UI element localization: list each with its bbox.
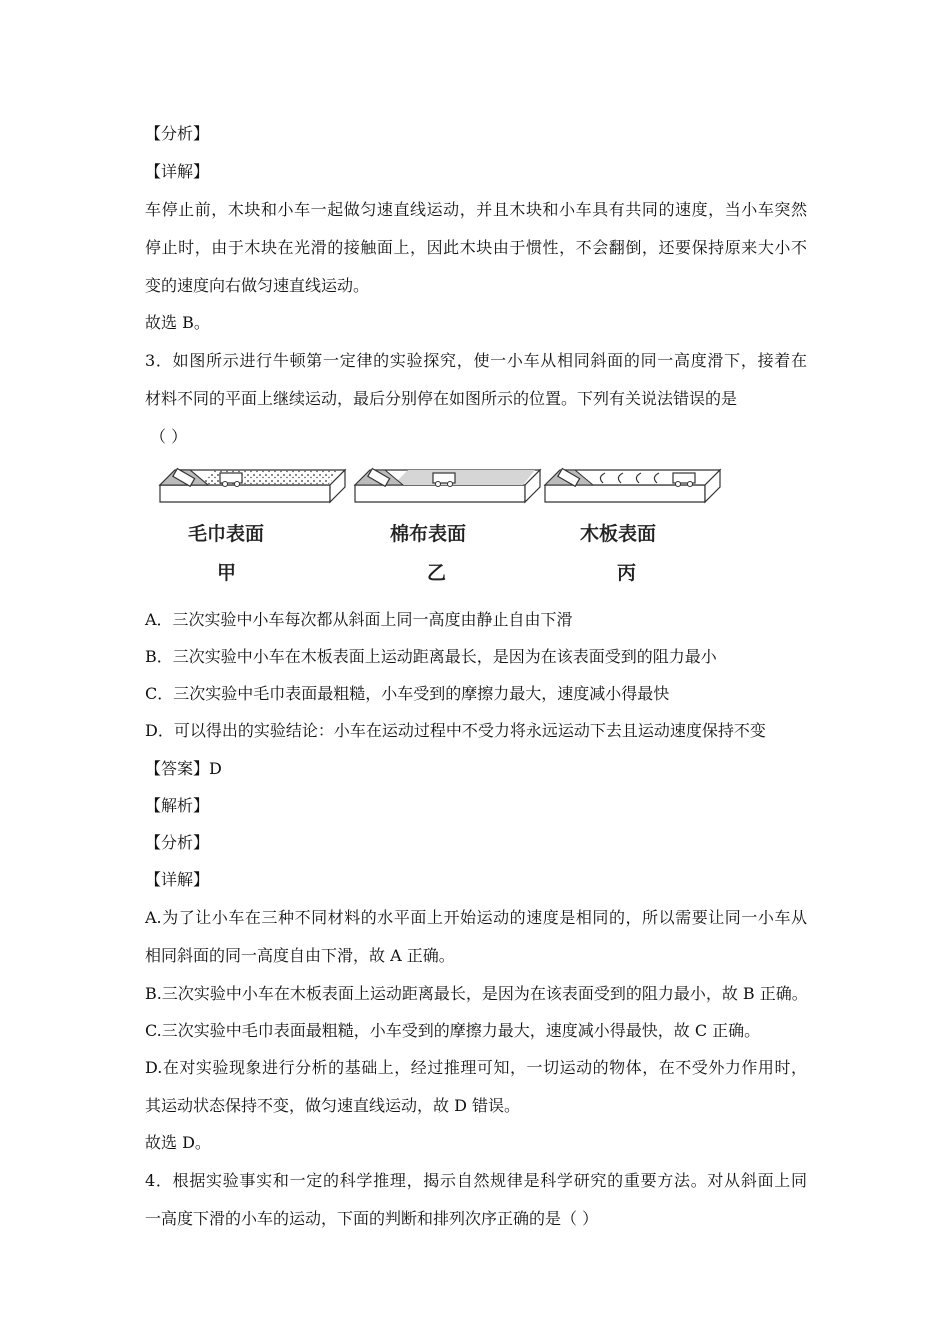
jiexi-heading: 【解析】: [145, 796, 210, 815]
analysis-heading-2: 【分析】: [145, 833, 210, 852]
surface-label-wood: 木板表面: [580, 523, 657, 545]
explanation-line: D.在对实验现象进行分析的基础上，经过推理可知，一切运动的物体，在不受外力作用时，: [145, 1058, 807, 1077]
figure-label-bing: 丙: [617, 562, 637, 584]
question-3-stem: 材料不同的平面上继续运动，最后分别停在如图所示的位置。下列有关说法错误的是: [145, 389, 738, 408]
conclusion-2: 故选 D。: [145, 1133, 211, 1152]
explanation-line: 相同斜面的同一高度自由下滑，故 A 正确。: [145, 946, 455, 965]
experiment-figure: [150, 455, 730, 595]
setup-cotton: [355, 469, 540, 502]
setup-wood: [545, 469, 720, 502]
option-a: A．三次实验中小车每次都从斜面上同一高度由静止自由下滑: [145, 610, 573, 629]
question-4-stem: 4．根据实验事实和一定的科学推理，揭示自然规律是科学研究的重要方法。对从斜面上同: [145, 1171, 807, 1190]
explanation-line: 其运动状态保持不变，做匀速直线运动，故 D 错误。: [145, 1096, 521, 1115]
detail-heading-1: 【详解】: [145, 162, 210, 181]
question-3-answer-blank: （ ）: [150, 427, 188, 446]
option-b: B．三次实验中小车在木板表面上运动距离最长，是因为在该表面受到的阻力最小: [145, 647, 717, 666]
question-3-stem: 3．如图所示进行牛顿第一定律的实验探究，使一小车从相同斜面的同一高度滑下，接着在: [145, 351, 807, 370]
answer-line: 【答案】D: [145, 759, 222, 778]
option-c: C．三次实验中毛巾表面最粗糙，小车受到的摩擦力最大，速度减小得最快: [145, 684, 670, 703]
option-d: D．可以得出的实验结论：小车在运动过程中不受力将永远运动下去且运动速度保持不变: [145, 721, 766, 740]
detail-heading-2: 【详解】: [145, 870, 210, 889]
surface-label-towel: 毛巾表面: [188, 523, 265, 545]
setup-towel: [160, 469, 345, 502]
explanation-line: C.三次实验中毛巾表面最粗糙，小车受到的摩擦力最大，速度减小得最快，故 C 正确。: [145, 1021, 761, 1040]
analysis-heading-1: 【分析】: [145, 124, 210, 143]
explanation-line: A.为了让小车在三种不同材料的水平面上开始运动的速度是相同的，所以需要让同一小车从: [145, 908, 807, 927]
detail-paragraph-line: 车停止前，木块和小车一起做匀速直线运动，并且木块和小车具有共同的速度，当小车突然: [145, 200, 807, 219]
figure-label-yi: 乙: [427, 562, 447, 584]
figure-label-jia: 甲: [217, 562, 237, 584]
detail-paragraph-line: 停止时，由于木块在光滑的接触面上，因此木块由于惯性，不会翻倒，还要保持原来大小不: [145, 238, 807, 257]
detail-paragraph-line: 变的速度向右做匀速直线运动。: [145, 276, 370, 295]
explanation-line: B.三次实验中小车在木板表面上运动距离最长，是因为在该表面受到的阻力最小，故 B 正确。: [145, 984, 808, 1003]
surface-label-cotton: 棉布表面: [390, 523, 467, 545]
question-4-stem: 一高度下滑的小车的运动，下面的判断和排列次序正确的是（ ）: [145, 1209, 599, 1228]
conclusion-1: 故选 B。: [145, 313, 210, 332]
